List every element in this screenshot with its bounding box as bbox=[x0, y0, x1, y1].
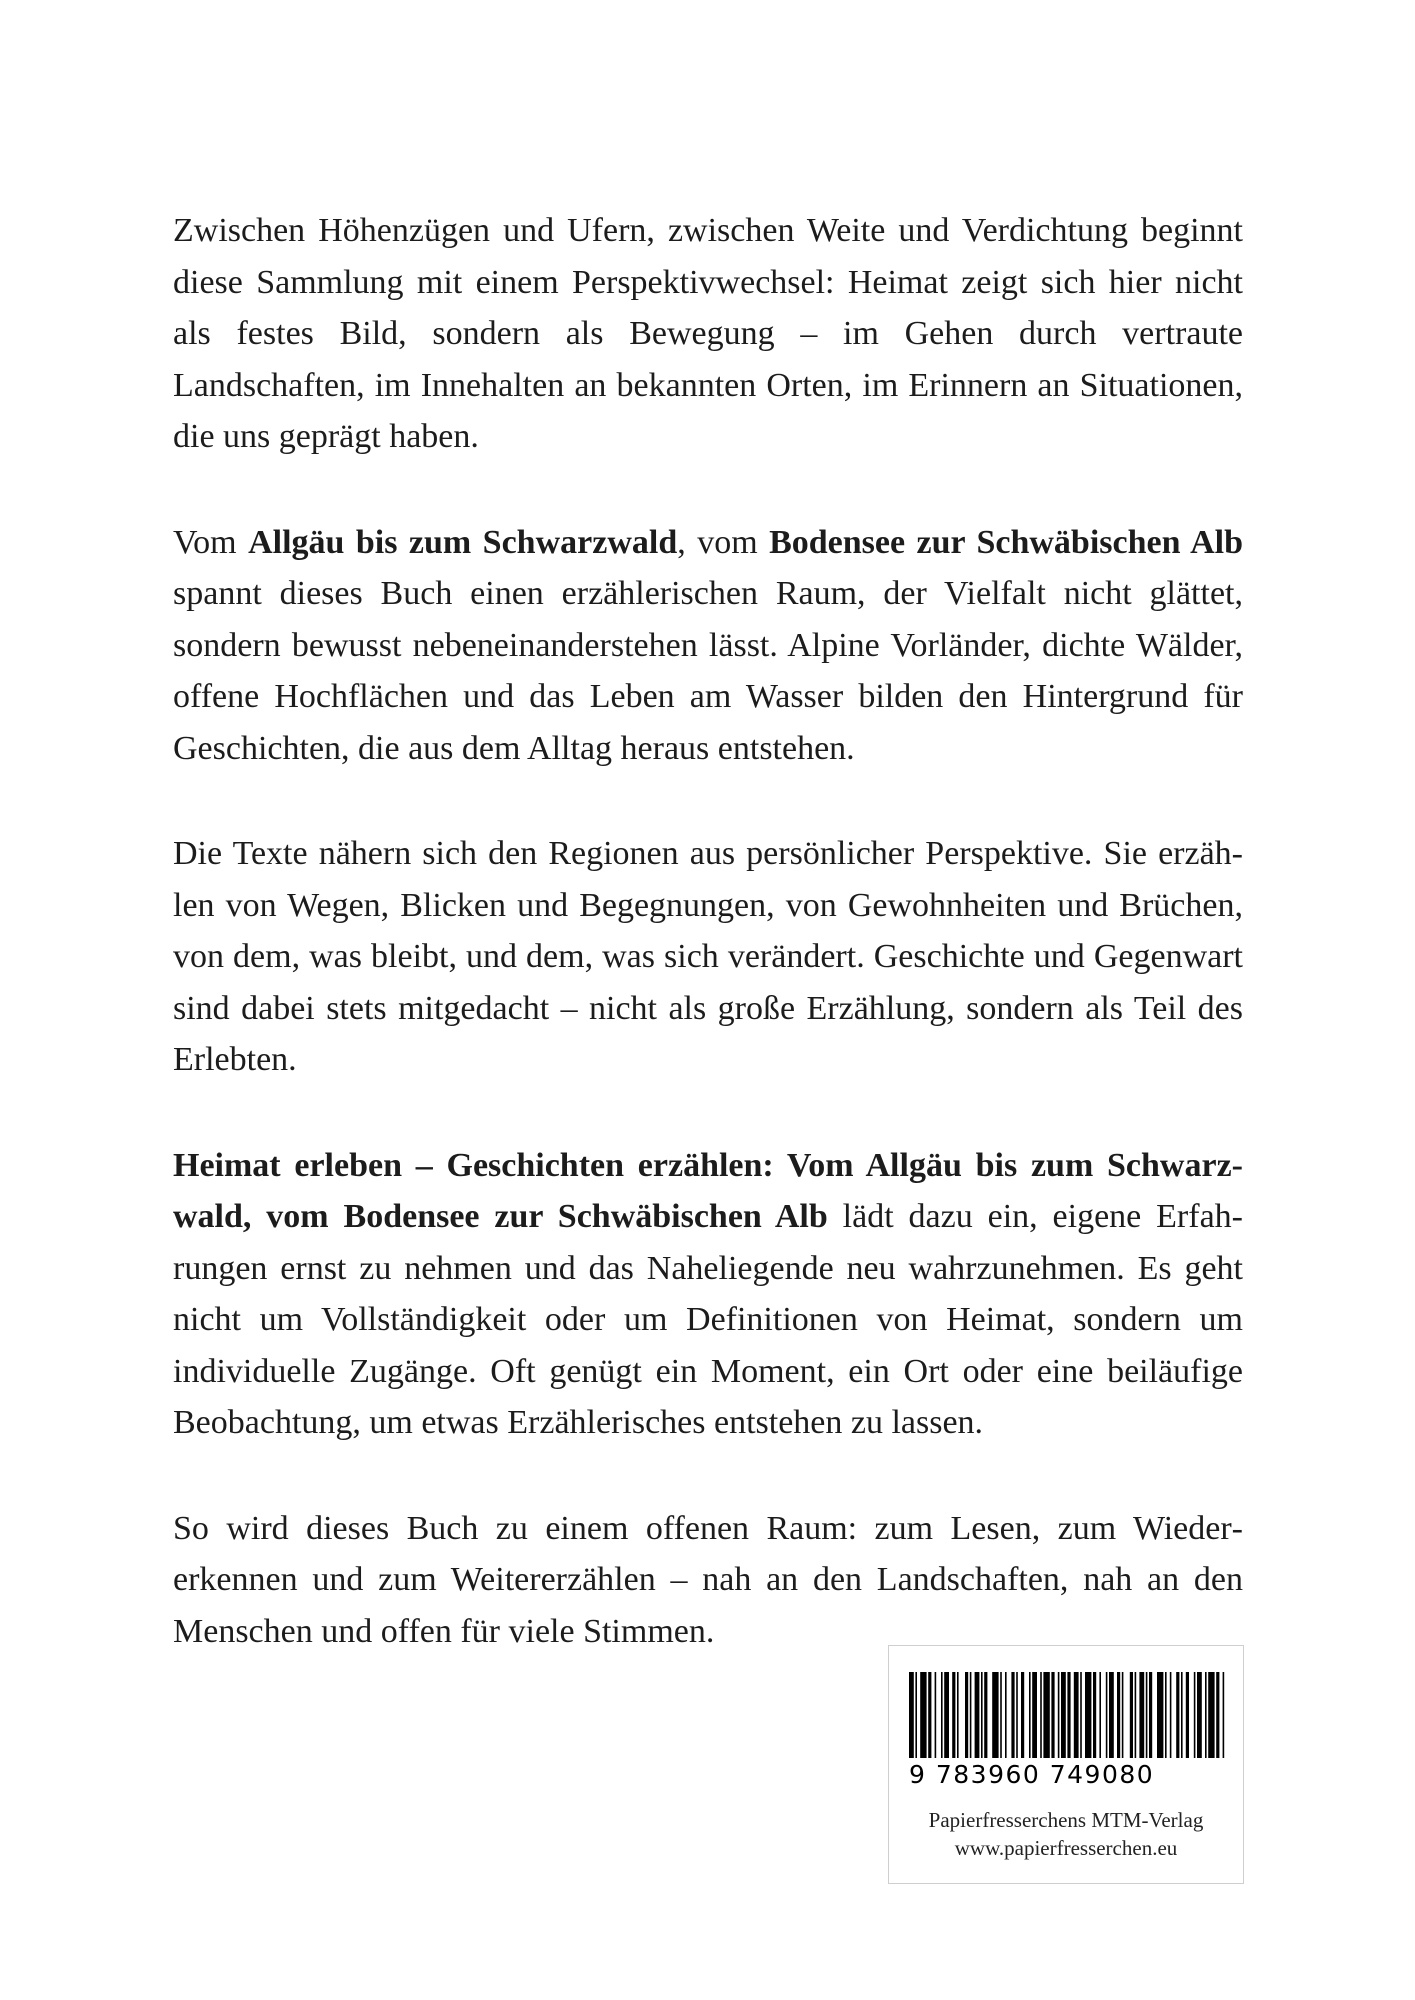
publisher-imprint bbox=[889, 1806, 1243, 1862]
text-run: spannt dieses Buch einen erzählerischen Raum, der Vielfalt nicht glättet, sondern bewusst nebeneinanderstehen lässt. Alpine Vorländer, dichte Wälder, offene Hochflächen und das Leben am Wasser bilden den Hintergrund für Geschichten, die aus dem Alltag heraus entstehen. bbox=[173, 575, 1243, 767]
text-run: lädt dazu ein, eigene Erfahrungen ernst zu nehmen und das Naheliegende neu wahrzunehmen. Es geht nicht um Vollständigkeit oder um Definitionen von Heimat, sondern um individuelle Zugänge. Oft genügt ein Moment, ein Ort oder eine beiläufige Beobachtung, um etwas Erzählerisches entstehen zu lassen. bbox=[173, 1198, 1243, 1441]
publisher-url: www.papierfresserchen.eu bbox=[954, 1836, 1178, 1860]
text-run: , vom bbox=[677, 523, 770, 561]
text-run: So wird dieses Buch zu einem offenen Raum: zum Lesen, zum Wiedererkennen und zum Weitererzählen – nah an den Landschaften, nah an den Menschen und offen für viele Stimmen. bbox=[173, 1509, 1243, 1650]
text-run: Die Texte nähern sich den Regionen aus persönlicher Perspektive. Sie erzählen von Wegen, Blicken und Begegnungen, von Gewohnheiten und Brüchen, von dem, was bleibt, und dem, was sich verändert. Geschichte und Gegenwart sind dabei stets mitgedacht – nicht als große Erzählung, sondern als Teil des Erlebten. bbox=[173, 835, 1243, 1078]
back-cover-text bbox=[173, 205, 1243, 1711]
text-run: Zwischen Höhenzügen und Ufern, zwischen Weite und Verdichtung beginnt diese Sammlung mit einem Perspektivwechsel: Heimat zeigt sich hier nicht als festes Bild, sondern als Bewegung – im Gehen durch vertraute Landschaften, im Innehalten an bekannten Orten, im Erinnern an Situationen, die uns geprägt haben. bbox=[173, 212, 1243, 455]
paragraph-4 bbox=[173, 1140, 1243, 1449]
isbn-digits: 9 783960 749080 bbox=[909, 1760, 1155, 1789]
paragraph-5 bbox=[173, 1503, 1243, 1658]
text-run: Vom bbox=[173, 523, 249, 561]
publisher-name: Papierfresserchens MTM-Verlag bbox=[928, 1808, 1204, 1832]
isbn-barcode-box bbox=[888, 1645, 1244, 1884]
paragraph-2 bbox=[173, 517, 1243, 775]
bold-text: Allgäu bis zum Schwarzwald bbox=[248, 523, 678, 561]
barcode-icon bbox=[909, 1672, 1225, 1758]
bold-text: Bodensee zur Schwäbischen Alb bbox=[769, 523, 1243, 561]
paragraph-1 bbox=[173, 205, 1243, 463]
bold-text: Heimat erleben – Geschichten erzählen: Vom Allgäu bis zum Schwarzwald, vom Bodensee zur Schwäbischen Alb bbox=[173, 1146, 1243, 1235]
paragraph-3 bbox=[173, 828, 1243, 1086]
